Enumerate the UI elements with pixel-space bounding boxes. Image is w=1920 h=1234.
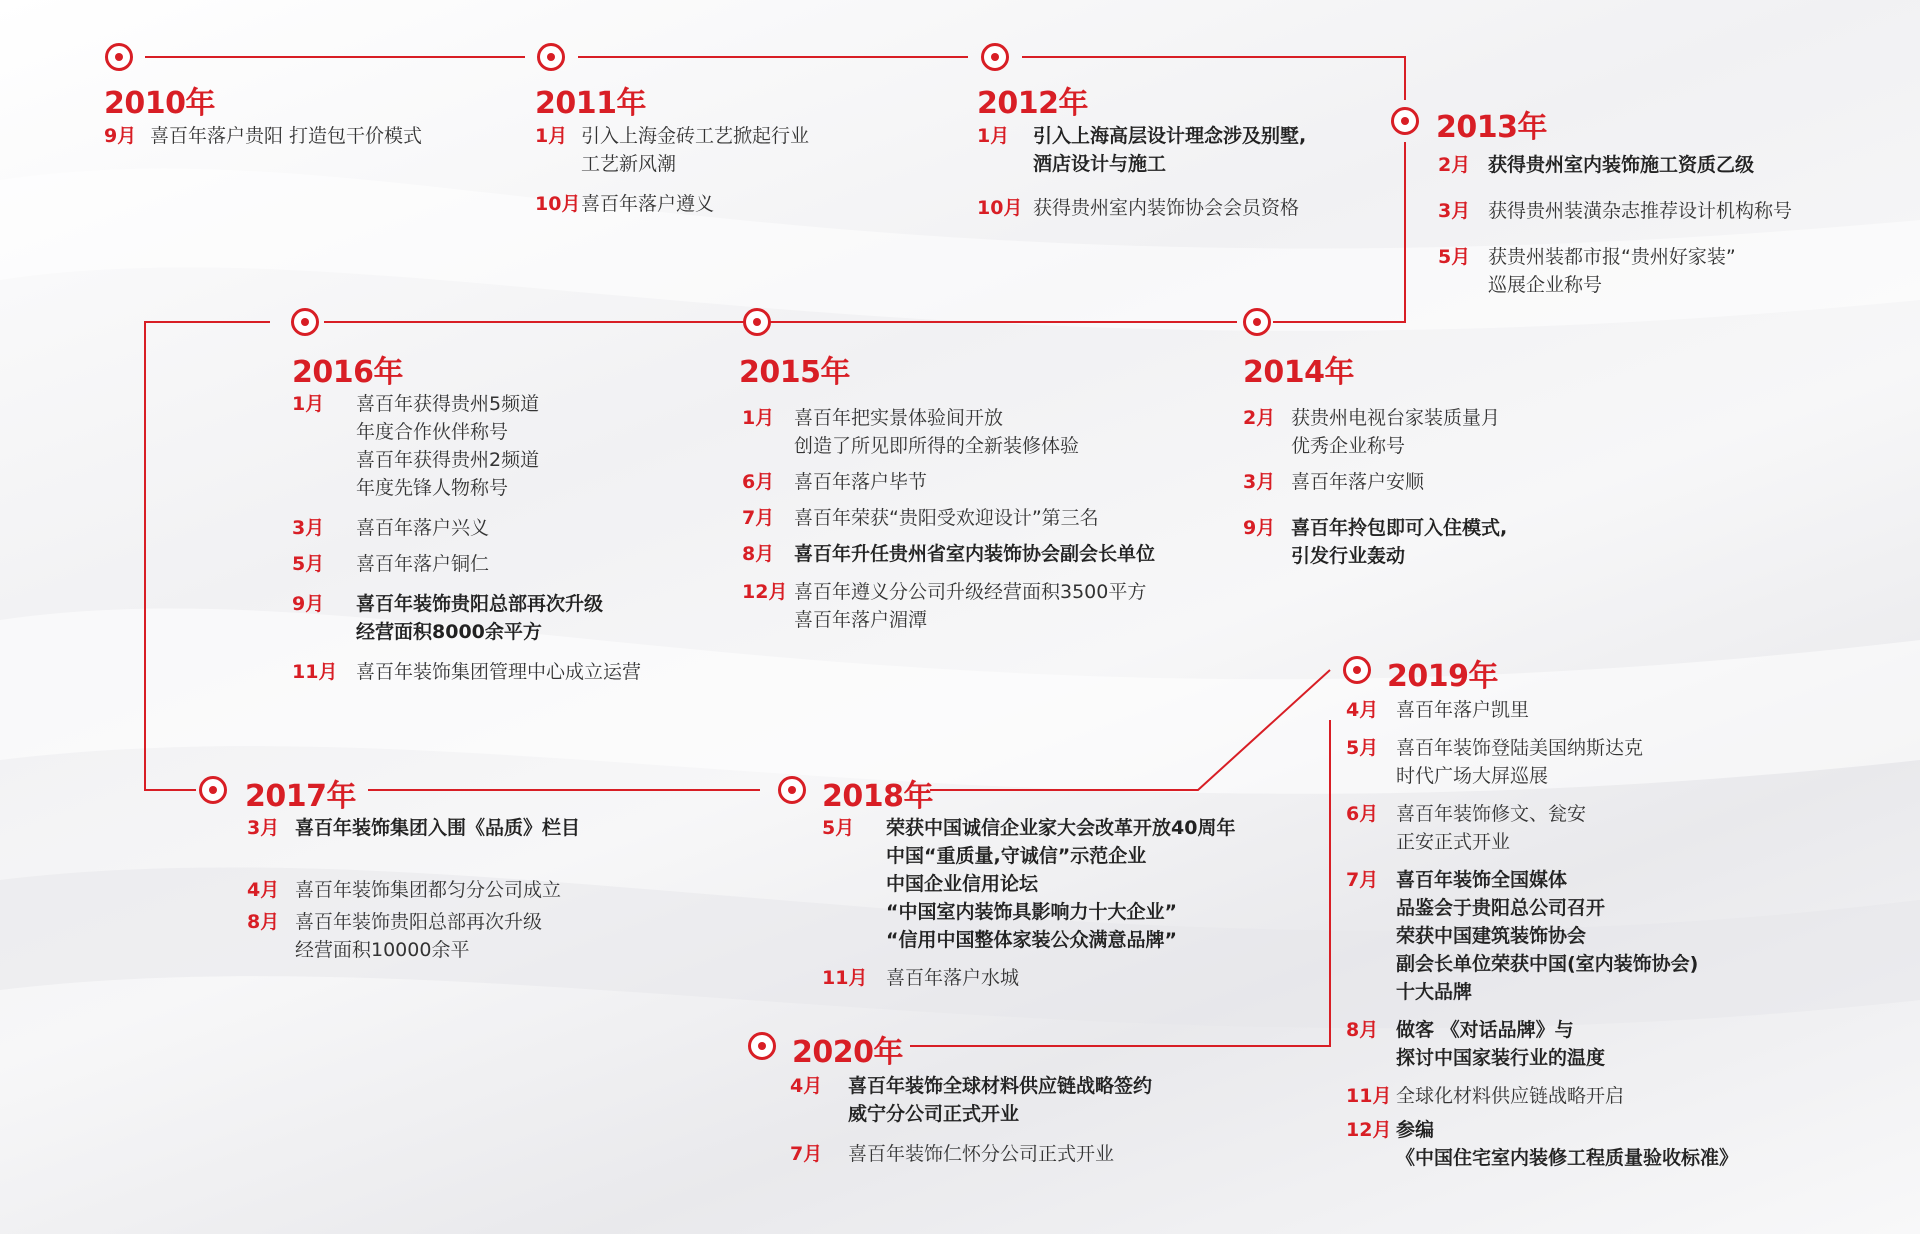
event-month: 4月 bbox=[247, 879, 280, 901]
target-dot-icon bbox=[199, 776, 227, 804]
events-2011 bbox=[535, 122, 895, 218]
event-month: 6月 bbox=[742, 471, 775, 493]
event-month: 5月 bbox=[292, 553, 325, 575]
event-text: 喜百年获得贵州5频道 年度合作伙伴称号 喜百年获得贵州2频道 年度先锋人物称号 bbox=[356, 393, 540, 499]
event-month: 1月 bbox=[535, 125, 568, 147]
timeline-event bbox=[977, 122, 1357, 178]
timeline-event bbox=[742, 504, 1212, 532]
event-text: 喜百年落户水城 bbox=[886, 967, 1020, 989]
year-title-2020: 2020年 bbox=[792, 1035, 903, 1070]
year-title-2017: 2017年 bbox=[245, 779, 356, 814]
timeline-event bbox=[292, 390, 712, 502]
event-month: 11月 bbox=[292, 661, 338, 683]
event-text: 喜百年装饰集团都匀分公司成立 bbox=[295, 879, 562, 901]
timeline-event bbox=[1243, 468, 1643, 496]
events-2015 bbox=[742, 404, 1212, 634]
event-month: 9月 bbox=[1243, 517, 1276, 539]
event-text: 喜百年落户遵义 bbox=[581, 193, 715, 215]
events-2020 bbox=[790, 1072, 1270, 1168]
event-month: 9月 bbox=[104, 125, 137, 147]
events-2018 bbox=[822, 814, 1282, 992]
event-month: 3月 bbox=[292, 517, 325, 539]
event-month: 4月 bbox=[1346, 699, 1379, 721]
event-text: 引入上海金砖工艺掀起行业 工艺新风潮 bbox=[581, 125, 810, 175]
event-month: 12月 bbox=[1346, 1119, 1392, 1141]
event-text: 喜百年落户毕节 bbox=[794, 471, 928, 493]
timeline-event bbox=[104, 122, 484, 150]
events-2012 bbox=[977, 122, 1357, 222]
events-2016 bbox=[292, 390, 712, 686]
event-text: 喜百年装饰全球材料供应链战略签约 威宁分公司正式开业 bbox=[848, 1075, 1153, 1125]
event-text: 喜百年落户凯里 bbox=[1396, 699, 1530, 721]
timeline-event bbox=[1346, 800, 1886, 856]
event-month: 8月 bbox=[742, 543, 775, 565]
year-title-2015: 2015年 bbox=[739, 355, 850, 390]
timeline-event bbox=[742, 540, 1212, 568]
event-month: 3月 bbox=[1438, 200, 1471, 222]
events-2014 bbox=[1243, 404, 1643, 570]
event-month: 4月 bbox=[790, 1075, 823, 1097]
events-2017 bbox=[247, 814, 667, 964]
timeline-event bbox=[1438, 197, 1858, 225]
timeline-event bbox=[790, 1140, 1270, 1168]
timeline-event bbox=[1438, 243, 1858, 299]
event-text: 喜百年装饰贵阳总部再次升级 经营面积10000余平 bbox=[295, 911, 543, 961]
target-dot-icon bbox=[778, 776, 806, 804]
year-title-2019: 2019年 bbox=[1387, 659, 1498, 694]
timeline-event bbox=[1346, 1116, 1886, 1172]
target-dot-icon bbox=[1243, 308, 1271, 336]
event-month: 1月 bbox=[292, 393, 325, 415]
timeline-event bbox=[247, 876, 667, 904]
event-month: 3月 bbox=[1243, 471, 1276, 493]
event-month: 1月 bbox=[977, 125, 1010, 147]
event-text: 喜百年落户兴义 bbox=[356, 517, 490, 539]
event-text: 喜百年装饰修文、瓮安 正安正式开业 bbox=[1396, 803, 1587, 853]
year-title-2018: 2018年 bbox=[822, 779, 933, 814]
year-title-2013: 2013年 bbox=[1436, 110, 1547, 145]
timeline-event bbox=[535, 122, 895, 178]
event-month: 2月 bbox=[1243, 407, 1276, 429]
timeline-event bbox=[247, 814, 667, 842]
event-text: 做客 《对话品牌》与 探讨中国家装行业的温度 bbox=[1396, 1019, 1606, 1069]
timeline-event bbox=[1346, 1082, 1886, 1110]
event-text: 引入上海高层设计理念涉及别墅, 酒店设计与施工 bbox=[1033, 125, 1307, 175]
year-title-2012: 2012年 bbox=[977, 86, 1088, 121]
year-title-2010: 2010年 bbox=[104, 86, 215, 121]
event-text: 喜百年荣获“贵阳受欢迎设计”第三名 bbox=[794, 507, 1099, 529]
timeline-event bbox=[1243, 404, 1643, 460]
timeline-event bbox=[1346, 866, 1886, 1006]
target-dot-icon bbox=[743, 308, 771, 336]
event-month: 7月 bbox=[742, 507, 775, 529]
event-month: 10月 bbox=[535, 193, 581, 215]
timeline-event bbox=[292, 590, 712, 646]
target-dot-icon bbox=[1391, 107, 1419, 135]
event-text: 全球化材料供应链战略开启 bbox=[1396, 1085, 1625, 1107]
event-text: 喜百年落户铜仁 bbox=[356, 553, 490, 575]
event-month: 5月 bbox=[1346, 737, 1379, 759]
event-month: 6月 bbox=[1346, 803, 1379, 825]
timeline-event bbox=[742, 468, 1212, 496]
event-month: 11月 bbox=[822, 967, 868, 989]
event-text: 喜百年把实景体验间开放 创造了所见即所得的全新装修体验 bbox=[794, 407, 1080, 457]
event-text: 参编 《中国住宅室内装修工程质量验收标准》 bbox=[1396, 1119, 1739, 1169]
event-text: 喜百年装饰贵阳总部再次升级 经营面积8000余平方 bbox=[356, 593, 604, 643]
target-dot-icon bbox=[1343, 656, 1371, 684]
events-2013 bbox=[1438, 151, 1858, 299]
timeline-event bbox=[292, 658, 712, 686]
timeline-event bbox=[822, 964, 1282, 992]
target-dot-icon bbox=[105, 43, 133, 71]
timeline-event bbox=[1346, 696, 1886, 724]
event-month: 9月 bbox=[292, 593, 325, 615]
events-2010 bbox=[104, 122, 484, 150]
event-month: 11月 bbox=[1346, 1085, 1392, 1107]
target-dot-icon bbox=[981, 43, 1009, 71]
timeline-event bbox=[1346, 734, 1886, 790]
event-text: 喜百年拎包即可入住模式, 引发行业轰动 bbox=[1291, 517, 1508, 567]
timeline-event bbox=[292, 514, 712, 542]
timeline-event bbox=[1243, 514, 1643, 570]
event-text: 喜百年落户贵阳 打造包干价模式 bbox=[150, 125, 423, 147]
timeline-event bbox=[535, 190, 895, 218]
event-text: 喜百年落户安顺 bbox=[1291, 471, 1425, 493]
event-month: 3月 bbox=[247, 817, 280, 839]
timeline-event bbox=[247, 908, 667, 964]
event-text: 喜百年装饰仁怀分公司正式开业 bbox=[848, 1143, 1115, 1165]
event-month: 8月 bbox=[247, 911, 280, 933]
event-text: 荣获中国诚信企业家大会改革开放40周年 中国“重质量,守诚信”示范企业 中国企业信用论坛 “中国室内装饰具影响力十大企业” “信用中国整体家装公众满意品牌” bbox=[886, 817, 1236, 951]
timeline-event bbox=[1438, 151, 1858, 179]
event-month: 2月 bbox=[1438, 154, 1471, 176]
event-month: 1月 bbox=[742, 407, 775, 429]
event-text: 喜百年装饰集团管理中心成立运营 bbox=[356, 661, 642, 683]
year-title-2011: 2011年 bbox=[535, 86, 646, 121]
timeline-event bbox=[790, 1072, 1270, 1128]
timeline-event bbox=[1346, 1016, 1886, 1072]
timeline-event bbox=[822, 814, 1282, 954]
event-text: 喜百年装饰登陆美国纳斯达克 时代广场大屏巡展 bbox=[1396, 737, 1644, 787]
year-title-2014: 2014年 bbox=[1243, 355, 1354, 390]
target-dot-icon bbox=[537, 43, 565, 71]
timeline-event bbox=[742, 578, 1212, 634]
event-text: 获得贵州装潢杂志推荐设计机构称号 bbox=[1488, 200, 1793, 222]
event-month: 12月 bbox=[742, 581, 788, 603]
event-month: 7月 bbox=[790, 1143, 823, 1165]
event-text: 获贵州装都市报“贵州好家装” 巡展企业称号 bbox=[1488, 246, 1736, 296]
timeline-event bbox=[742, 404, 1212, 460]
event-text: 喜百年升任贵州省室内装饰协会副会长单位 bbox=[794, 543, 1156, 565]
event-month: 10月 bbox=[977, 197, 1023, 219]
event-text: 获贵州电视台家装质量月 优秀企业称号 bbox=[1291, 407, 1501, 457]
events-2019 bbox=[1346, 696, 1886, 1172]
timeline-event bbox=[292, 550, 712, 578]
event-text: 喜百年装饰全国媒体 品鉴会于贵阳总公司召开 荣获中国建筑装饰协会 副会长单位荣获中国(室内装饰协会) 十大品牌 bbox=[1396, 869, 1699, 1003]
target-dot-icon bbox=[748, 1032, 776, 1060]
event-text: 获得贵州室内装饰协会会员资格 bbox=[1033, 197, 1300, 219]
event-month: 5月 bbox=[822, 817, 855, 839]
event-month: 7月 bbox=[1346, 869, 1379, 891]
year-title-2016: 2016年 bbox=[292, 355, 403, 390]
target-dot-icon bbox=[291, 308, 319, 336]
event-text: 喜百年遵义分公司升级经营面积3500平方 喜百年落户湄潭 bbox=[794, 581, 1147, 631]
event-text: 喜百年装饰集团入围《品质》栏目 bbox=[295, 817, 581, 839]
event-month: 8月 bbox=[1346, 1019, 1379, 1041]
event-text: 获得贵州室内装饰施工资质乙级 bbox=[1488, 154, 1755, 176]
timeline-event bbox=[977, 194, 1357, 222]
event-month: 5月 bbox=[1438, 246, 1471, 268]
